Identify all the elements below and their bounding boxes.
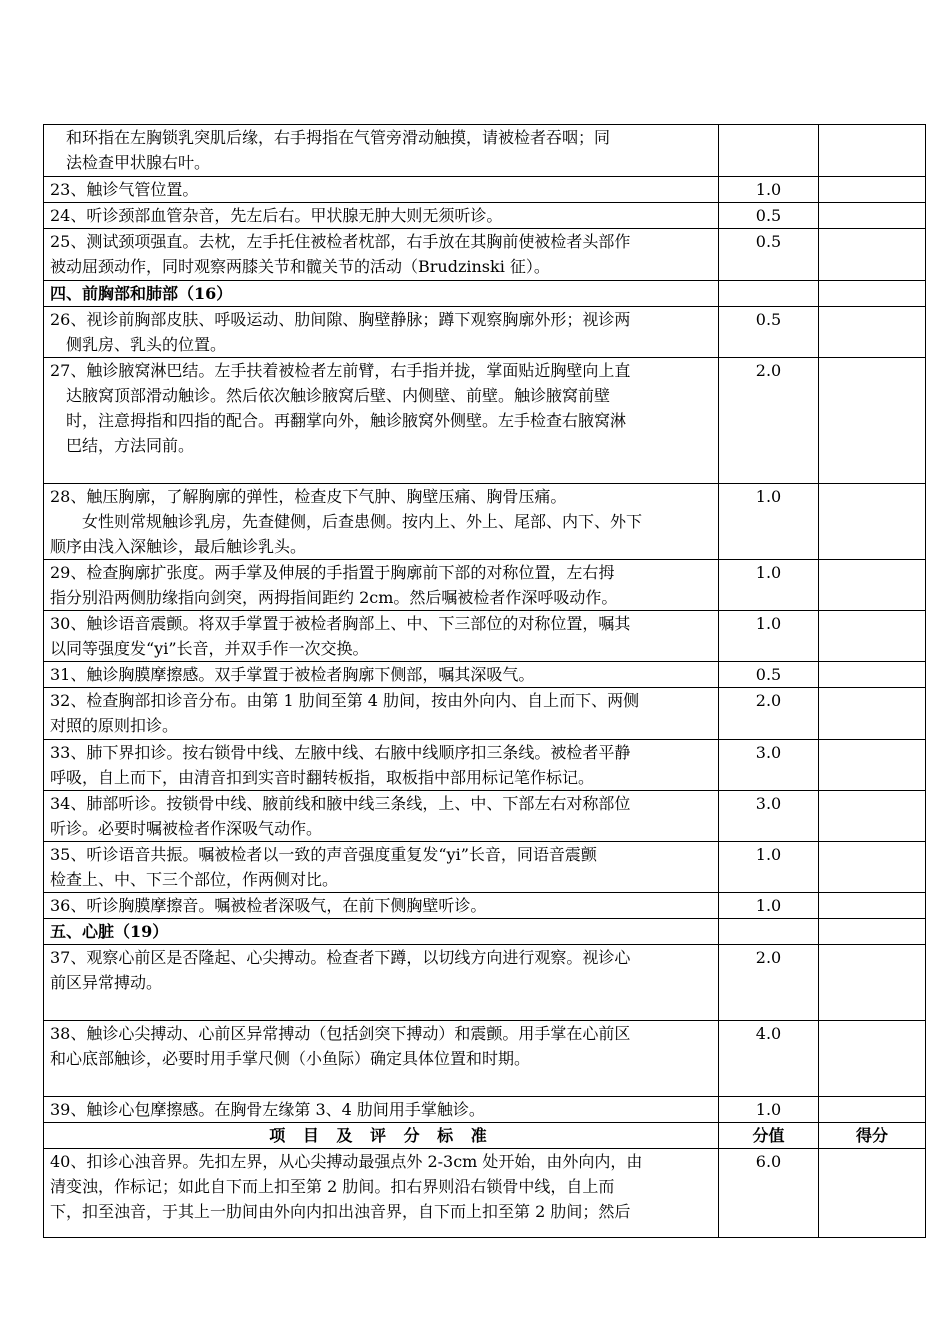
item-text-line: 28、触压胸廓，了解胸廓的弹性，检查皮下气肿、胸壁压痛、胸骨压痛。	[50, 487, 567, 506]
got-cell	[819, 229, 926, 281]
got-cell	[819, 1097, 926, 1123]
header-row	[44, 1123, 926, 1149]
got-cell	[819, 125, 926, 177]
item-cell	[44, 307, 719, 358]
table-row	[44, 307, 926, 358]
item-text-line: 27、触诊腋窝淋巴结。左手扶着被检者左前臂，右手指并拢，掌面贴近胸壁向上直	[50, 361, 631, 380]
item-text-line: 23、触诊气管位置。	[50, 180, 199, 199]
item-cell	[44, 1021, 719, 1097]
item-text-line: 顺序由浅入深触诊，最后触诊乳头。	[50, 537, 307, 556]
item-cell	[44, 791, 719, 842]
table-row	[44, 484, 926, 560]
score-cell	[719, 281, 819, 307]
got-cell	[819, 484, 926, 560]
table-row	[44, 611, 926, 662]
got-cell	[819, 358, 926, 484]
item-cell	[44, 740, 719, 791]
table-row	[44, 125, 926, 177]
score-cell: 1.0	[719, 842, 819, 893]
header-item-cell	[44, 1123, 719, 1149]
table-body	[44, 125, 926, 1238]
item-text-line: 前区异常搏动。	[50, 973, 163, 992]
item-cell	[44, 1097, 719, 1123]
item-text-line: 32、检查胸部扣诊音分布。由第 1 肋间至第 4 肋间，按由外向内、自上而下、两侧	[50, 691, 640, 710]
got-cell	[819, 611, 926, 662]
item-text-line: 被动屈颈动作，同时观察两膝关节和髋关节的活动（Brudzinski 征）。	[50, 257, 550, 276]
item-text-line: 39、触诊心包摩擦感。在胸骨左缘第 3、4 肋间用手掌触诊。	[50, 1100, 485, 1119]
item-cell	[44, 203, 719, 229]
item-text-line: 38、触诊心尖搏动、心前区异常搏动（包括剑突下搏动）和震颤。用手掌在心前区	[50, 1024, 631, 1043]
table-row	[44, 560, 926, 611]
item-text-line: 26、视诊前胸部皮肤、呼吸运动、肋间隙、胸壁静脉；蹲下观察胸廓外形；视诊两	[50, 310, 631, 329]
item-cell	[44, 688, 719, 740]
item-text-line: 项 目 及 评 分 标 准	[269, 1126, 493, 1145]
got-cell	[819, 791, 926, 842]
item-text-line: 时，注意拇指和四指的配合。再翻掌向外，触诊腋窝外侧壁。左手检查右腋窝淋	[66, 411, 627, 430]
header-got-cell: 得分	[819, 1123, 926, 1149]
item-text-line: 36、听诊胸膜摩擦音。嘱被检者深吸气，在前下侧胸壁听诊。	[50, 896, 487, 915]
item-text-line: 侧乳房、乳头的位置。	[66, 335, 227, 354]
item-text-line: 和心底部触诊，必要时用手掌尺侧（小鱼际）确定具体位置和时期。	[50, 1049, 531, 1068]
score-cell	[719, 919, 819, 945]
table-row	[44, 688, 926, 740]
got-cell	[819, 919, 926, 945]
score-cell: 2.0	[719, 945, 819, 1021]
item-text-line: 37、观察心前区是否隆起、心尖搏动。检查者下蹲，以切线方向进行观察。视诊心	[50, 948, 631, 967]
score-cell: 1.0	[719, 177, 819, 203]
got-cell	[819, 842, 926, 893]
score-cell: 0.5	[719, 203, 819, 229]
score-cell: 0.5	[719, 229, 819, 281]
item-text-line: 呼吸，自上而下，由清音扣到实音时翻转板指，取板指中部用标记笔作标记。	[50, 768, 595, 787]
table-row	[44, 945, 926, 1021]
item-cell	[44, 611, 719, 662]
item-text-line: 以同等强度发“yi”长音，并双手作一次交换。	[50, 639, 369, 658]
item-text-line: 31、触诊胸膜摩擦感。双手掌置于被检者胸廓下侧部，嘱其深吸气。	[50, 665, 535, 684]
item-cell	[44, 358, 719, 484]
score-cell: 1.0	[719, 484, 819, 560]
score-cell: 2.0	[719, 358, 819, 484]
item-text-line: 清变浊，作标记；如此自下而上扣至第 2 肋间。扣右界则沿右锁骨中线，自上而	[50, 1177, 615, 1196]
item-text-line: 30、触诊语音震颤。将双手掌置于被检者胸部上、中、下三部位的对称位置，嘱其	[50, 614, 631, 633]
item-text-line: 25、测试颈项强直。去枕，左手托住被检者枕部，右手放在其胸前使被检者头部作	[50, 232, 631, 251]
item-cell	[44, 893, 719, 919]
item-text-line: 下，扣至浊音，于其上一肋间由外向内扣出浊音界，自下而上扣至第 2 肋间；然后	[50, 1202, 631, 1221]
table-row	[44, 358, 926, 484]
got-cell	[819, 307, 926, 358]
score-cell: 6.0	[719, 1149, 819, 1238]
table-row	[44, 791, 926, 842]
item-text-line: 24、听诊颈部血管杂音，先左后右。甲状腺无肿大则无须听诊。	[50, 206, 503, 225]
item-cell	[44, 919, 719, 945]
got-cell	[819, 688, 926, 740]
got-cell	[819, 945, 926, 1021]
item-text-line: 巴结，方法同前。	[66, 436, 195, 455]
score-cell: 0.5	[719, 662, 819, 688]
item-text-line: 检查上、中、下三个部位，作两侧对比。	[50, 870, 339, 889]
exam-scoring-table	[43, 124, 926, 1238]
item-cell	[44, 945, 719, 1021]
item-text-line: 法检查甲状腺右叶。	[66, 153, 211, 172]
item-text-line: 33、肺下界扣诊。按右锁骨中线、左腋中线、右腋中线顺序扣三条线。被检者平静	[50, 743, 631, 762]
item-text-line: 40、扣诊心浊音界。先扣左界，从心尖搏动最强点外 2-3cm 处开始，由外向内，由	[50, 1152, 643, 1171]
table-row	[44, 1097, 926, 1123]
score-cell: 0.5	[719, 307, 819, 358]
got-cell	[819, 662, 926, 688]
table-row	[44, 229, 926, 281]
item-text-line: 听诊。必要时嘱被检者作深吸气动作。	[50, 819, 323, 838]
score-cell: 1.0	[719, 1097, 819, 1123]
item-cell	[44, 484, 719, 560]
got-cell	[819, 560, 926, 611]
section-row	[44, 281, 926, 307]
got-cell	[819, 1149, 926, 1238]
item-cell	[44, 229, 719, 281]
got-cell	[819, 893, 926, 919]
score-cell	[719, 125, 819, 177]
score-cell: 3.0	[719, 791, 819, 842]
table-row	[44, 740, 926, 791]
item-cell	[44, 842, 719, 893]
item-cell	[44, 560, 719, 611]
item-cell	[44, 281, 719, 307]
got-cell	[819, 740, 926, 791]
item-text-line: 对照的原则扣诊。	[50, 716, 179, 735]
item-cell	[44, 125, 719, 177]
score-cell: 1.0	[719, 560, 819, 611]
table-row	[44, 662, 926, 688]
item-text-line: 29、检查胸廓扩张度。两手掌及伸展的手指置于胸廓前下部的对称位置，左右拇	[50, 563, 615, 582]
got-cell	[819, 203, 926, 229]
item-cell	[44, 1149, 719, 1238]
item-text-line: 女性则常规触诊乳房，先查健侧，后查患侧。按内上、外上、尾部、内下、外下	[82, 512, 643, 531]
item-text-line: 达腋窝顶部滑动触诊。然后依次触诊腋窝后壁、内侧壁、前壁。触诊腋窝前壁	[66, 386, 611, 405]
item-text-line: 34、肺部听诊。按锁骨中线、腋前线和腋中线三条线，上、中、下部左右对称部位	[50, 794, 631, 813]
table-row	[44, 842, 926, 893]
got-cell	[819, 1021, 926, 1097]
table-row	[44, 1149, 926, 1238]
table-row	[44, 203, 926, 229]
item-text-line: 和环指在左胸锁乳突肌后缘，右手拇指在气管旁滑动触摸，请被检者吞咽；同	[66, 128, 611, 147]
item-text-line: 五、心脏（19）	[50, 922, 169, 941]
score-cell: 1.0	[719, 893, 819, 919]
score-cell: 4.0	[719, 1021, 819, 1097]
item-cell	[44, 177, 719, 203]
section-row	[44, 919, 926, 945]
header-score-cell: 分值	[719, 1123, 819, 1149]
table-row	[44, 893, 926, 919]
item-text-line: 35、听诊语音共振。嘱被检者以一致的声音强度重复发“yi”长音，同语音震颤	[50, 845, 597, 864]
score-cell: 1.0	[719, 611, 819, 662]
table-row	[44, 1021, 926, 1097]
table-row	[44, 177, 926, 203]
score-cell: 3.0	[719, 740, 819, 791]
item-text-line: 指分别沿两侧肋缘指向剑突，两拇指间距约 2cm。然后嘱被检者作深呼吸动作。	[50, 588, 618, 607]
got-cell	[819, 177, 926, 203]
item-text-line: 四、前胸部和肺部（16）	[50, 284, 233, 303]
item-cell	[44, 662, 719, 688]
score-cell: 2.0	[719, 688, 819, 740]
got-cell	[819, 281, 926, 307]
